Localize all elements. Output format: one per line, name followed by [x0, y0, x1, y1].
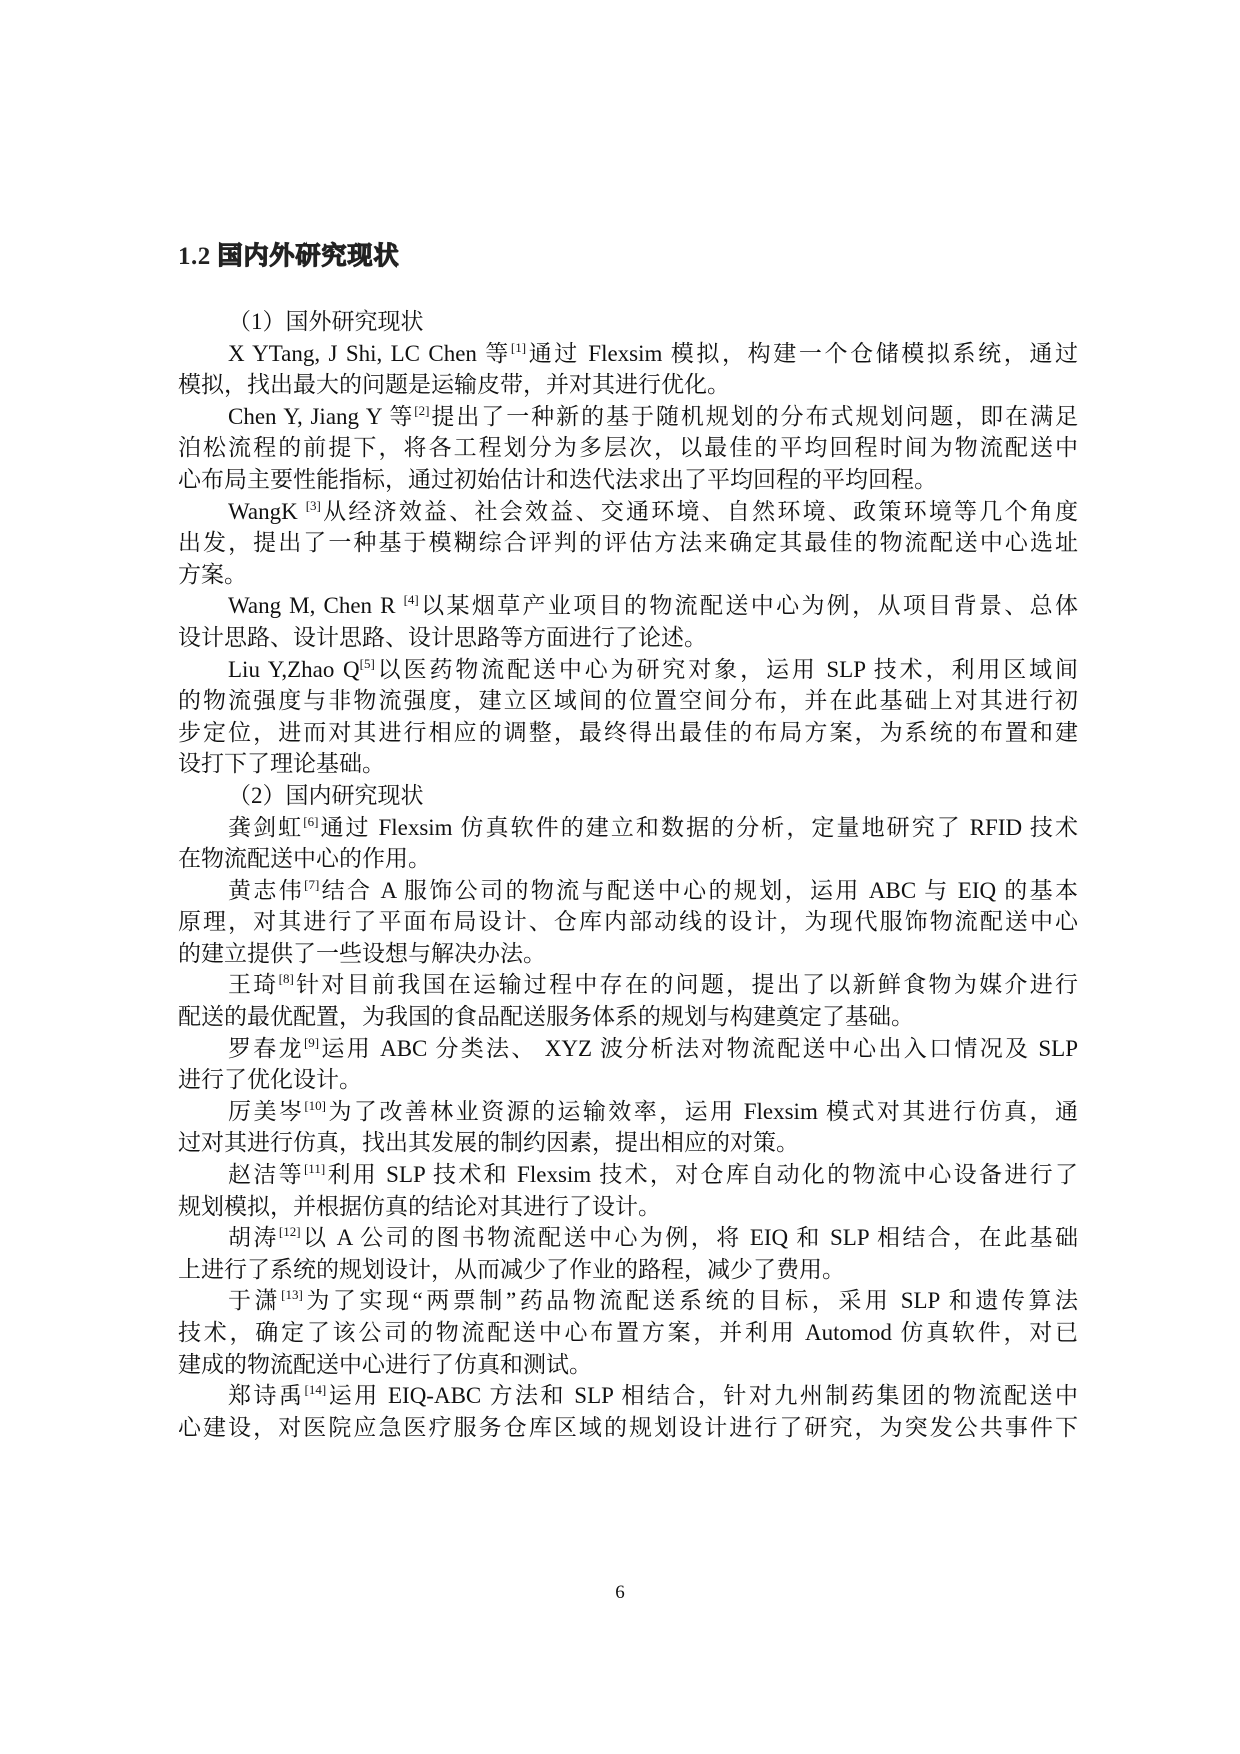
line-text: 上进行了系统的规划设计，从而减少了作业的路程，减少了费用。 [178, 1256, 845, 1282]
citation-ref: [4] [403, 592, 419, 608]
citation-ref: [14] [304, 1382, 327, 1398]
text-line [178, 1349, 1078, 1381]
page-number: 6 [615, 1582, 625, 1603]
text-line [178, 527, 1078, 559]
line-text: 通过 Flexsim 仿真软件的建立和数据的分析，定量地研究了 RFID 技术 [318, 814, 1079, 840]
line-text: 模拟，找出最大的问题是运输皮带，并对其进行优化。 [178, 372, 730, 398]
citation-ref: [12] [278, 1224, 301, 1240]
text-line [178, 717, 1078, 749]
line-text: 设打下了理论基础。 [178, 751, 385, 777]
text-line [178, 1317, 1078, 1349]
line-text: 利用 SLP 技术和 Flexsim 技术，对仓库自动化的物流中心设备进行了 [325, 1162, 1079, 1188]
section-title: 国内外研究现状 [217, 241, 400, 270]
line-text: 运用 ABC 分类法、 XYZ 波分析法对物流配送中心出入口情况及 SLP [319, 1035, 1079, 1061]
citation-ref: [7] [304, 876, 320, 892]
citation-ref: [9] [303, 1034, 320, 1050]
text-line [178, 1001, 1078, 1033]
line-text: 提出了一种新的基于随机规划的分布式规划问题，即在满足 [429, 403, 1079, 429]
citation-ref: [3] [305, 497, 321, 513]
line-text: 以 A 公司的图书物流配送中心为例，将 EIQ 和 SLP 相结合，在此基础 [300, 1225, 1078, 1251]
line-text: 通过 Flexsim 模拟，构建一个仓储模拟系统，通过 [526, 340, 1079, 366]
citation-author: 黄志伟 [228, 877, 305, 903]
line-text: （1）国外研究现状 [228, 309, 424, 334]
line-text: 泊松流程的前提下，将各工程划分为多层次，以最佳的平均回程时间为物流配送中 [178, 435, 1078, 461]
text-line [178, 1380, 1078, 1412]
line-text: 以医药物流配送中心为研究对象，运用 SLP 技术，利用区域间 [374, 656, 1078, 682]
text-line [178, 875, 1078, 907]
line-text: 进行了优化设计。 [178, 1067, 362, 1093]
citation-ref: [10] [304, 1097, 326, 1113]
text-line [178, 338, 1078, 370]
citation-author: WangK [228, 498, 306, 524]
text-line [178, 1222, 1078, 1254]
text-line [178, 906, 1078, 938]
text-line [178, 685, 1078, 717]
citation-ref: [6] [303, 813, 319, 829]
text-line [178, 812, 1078, 844]
text-line [178, 622, 1078, 654]
citation-author: 罗春龙 [228, 1035, 304, 1061]
citation-author: 厉美岑 [228, 1098, 305, 1124]
body-text [178, 306, 1078, 1443]
line-text: 技术，确定了该公司的物流配送中心布置方案，并利用 Automod 仿真软件，对已 [178, 1320, 1078, 1345]
citation-author: 王琦 [228, 972, 279, 998]
subsection-heading [178, 780, 1078, 812]
line-text: 以某烟草产业项目的物流配送中心为例，从项目背景、总体 [418, 593, 1079, 619]
line-text: 在物流配送中心的作用。 [178, 846, 431, 872]
line-text: 步定位，进而对其进行相应的调整，最终得出最佳的布局方案，为系统的布置和建 [178, 719, 1078, 745]
section-heading [178, 236, 400, 272]
text-line [178, 654, 1078, 686]
text-line [178, 1254, 1078, 1286]
citation-author: 郑诗禹 [228, 1383, 305, 1409]
citation-author: Chen Y, Jiang Y 等 [228, 403, 415, 429]
citation-ref: [2] [414, 402, 430, 418]
text-line [178, 843, 1078, 875]
text-line [178, 1412, 1078, 1444]
line-text: 的建立提供了一些设想与解决办法。 [178, 940, 546, 966]
line-text: 过对其进行仿真，找出其发展的制约因素，提出相应的对策。 [178, 1130, 799, 1156]
citation-author: Wang M, Chen R [228, 593, 404, 619]
line-text: 心建设，对医院应急医疗服务仓库区域的规划设计进行了研究，为突发公共事件下 [178, 1414, 1078, 1440]
line-text: 为了实现“两票制”药品物流配送系统的目标，采用 SLP 和遗传算法 [302, 1288, 1079, 1314]
line-text: 心布局主要性能指标，通过初始估计和迭代法求出了平均回程的平均回程。 [178, 466, 937, 492]
line-text: 从经济效益、社会效益、交通环境、自然环境、政策环境等几个角度 [320, 498, 1079, 524]
line-text: 原理，对其进行了平面布局设计、仓库内部动线的设计，为现代服饰物流配送中心 [178, 909, 1078, 935]
line-text: 出发，提出了一种基于模糊综合评判的评估方法来确定其最佳的物流配送中心选址 [178, 530, 1078, 556]
text-line [178, 938, 1078, 970]
text-line [178, 969, 1078, 1001]
text-line [178, 1064, 1078, 1096]
text-line [178, 1159, 1078, 1191]
text-line [178, 1191, 1078, 1223]
citation-author: 赵洁等 [228, 1162, 304, 1188]
citation-ref: [5] [359, 655, 375, 671]
text-line [178, 748, 1078, 780]
citation-author: X YTang, J Shi, LC Chen 等 [228, 340, 511, 366]
citation-author: 于潇 [228, 1288, 282, 1314]
text-line [178, 369, 1078, 401]
citation-ref: [8] [278, 971, 294, 987]
citation-author: 龚剑虹 [228, 814, 304, 840]
text-line [178, 1033, 1078, 1065]
line-text: 配送的最优配置，为我国的食品配送服务体系的规划与构建奠定了基础。 [178, 1004, 914, 1030]
text-line [178, 559, 1078, 591]
citation-ref: [1] [510, 339, 527, 355]
line-text: （2）国内研究现状 [228, 782, 424, 808]
text-line [178, 401, 1078, 433]
text-line [178, 1285, 1078, 1317]
text-line [178, 1127, 1078, 1159]
text-line [178, 496, 1078, 528]
text-line [178, 432, 1078, 464]
line-text: 设计思路、设计思路、设计思路等方面进行了论述。 [178, 624, 707, 650]
citation-author: Liu Y,Zhao Q [228, 656, 360, 682]
line-text: 结合 A 服饰公司的物流与配送中心的规划，运用 ABC 与 EIQ 的基本 [319, 877, 1078, 903]
citation-ref: [13] [281, 1287, 303, 1303]
line-text: 方案。 [178, 561, 247, 587]
line-text: 规划模拟，并根据仿真的结论对其进行了设计。 [178, 1193, 661, 1219]
subsection-heading [178, 306, 1078, 338]
text-line [178, 464, 1078, 496]
line-text: 为了改善林业资源的运输效率，运用 Flexsim 模式对其进行仿真，通 [326, 1098, 1078, 1124]
citation-author: 胡涛 [228, 1225, 279, 1251]
text-line [178, 590, 1078, 622]
section-number: 1.2 [178, 243, 211, 270]
line-text: 运用 EIQ-ABC 方法和 SLP 相结合，针对九州制药集团的物流配送中 [326, 1383, 1078, 1409]
line-text: 的物流强度与非物流强度，建立区域间的位置空间分布，并在此基础上对其进行初 [178, 688, 1078, 714]
line-text: 建成的物流配送中心进行了仿真和测试。 [178, 1351, 592, 1377]
text-line [178, 1096, 1078, 1128]
citation-ref: [11] [303, 1161, 326, 1177]
line-text: 针对目前我国在运输过程中存在的问题，提出了以新鲜食物为媒介进行 [293, 972, 1079, 998]
